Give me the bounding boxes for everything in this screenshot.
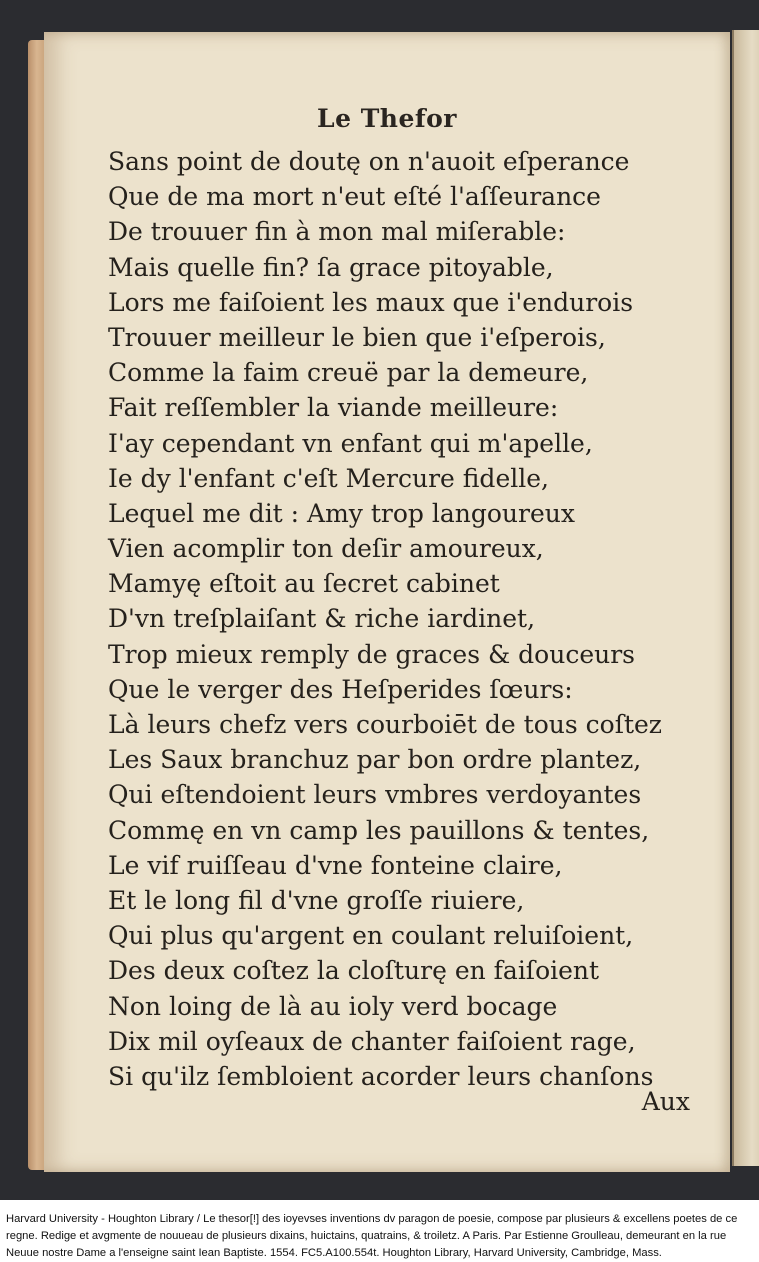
- poem-line: Le vif ruiſſeau d'vne fonteine claire,: [108, 850, 563, 880]
- poem-line: Vien acomplir ton deſir amoureux,: [108, 534, 544, 564]
- poem-line: Mais quelle fin? ſa grace pitoyable,: [108, 252, 554, 282]
- poem-line: Les Saux branchuz par bon ordre plantez,: [108, 745, 642, 775]
- poem-line: Lequel me dit : Amy trop langoureux: [108, 498, 575, 528]
- poem-line: D'vn treſplaiſant & riche iardinet,: [108, 604, 536, 634]
- poem-line: Trouuer meilleur le bien que i'eſperois,: [108, 322, 606, 352]
- catchword: Aux: [641, 1087, 690, 1116]
- poem-line: Dix mil oyſeaux de chanter faiſoient rage,: [108, 1026, 636, 1056]
- poem-line: Sans point de doutę on n'auoit eſperance: [108, 147, 630, 176]
- poem-line: Mamyę eſtoit au ſecret cabinet: [108, 569, 500, 599]
- poem-line: Lors me faiſoient les maux que i'endurois: [108, 287, 634, 317]
- poem-line: Que de ma mort n'eut eſté l'aſſeurance: [108, 182, 601, 212]
- facing-page-edge: [732, 30, 759, 1166]
- poem-line: Qui eſtendoient leurs vmbres verdoyantes: [108, 780, 642, 810]
- poem-line: I'ay cependant vn enfant qui m'apelle,: [108, 428, 593, 458]
- poem-line: Comme la faim creuë par la demeure,: [108, 358, 589, 388]
- book-page: [44, 32, 730, 1172]
- poem-line: Fait reſſembler la viande meilleure:: [108, 393, 559, 423]
- poem-line: Des deux coſtez la cloſturę en faiſoient: [108, 956, 600, 986]
- poem-line: Commę en vn camp les pauillons & tentes,: [108, 815, 650, 845]
- poem-line: Ie dy l'enfant c'eſt Mercure fidelle,: [108, 463, 549, 493]
- poem-line: Là leurs chefz vers courboiēt de tous coſtez: [108, 710, 662, 739]
- poem-line: Et le long fil d'vne groſſe riuiere,: [108, 885, 525, 915]
- poem-line: Que le verger des Heſperides ſœurs:: [108, 674, 573, 704]
- image-caption: Harvard University - Houghton Library / Le thesor[!] des ioyevses inventions dv paragon de poesie, compose par plusieurs & excellens poetes de ce regne. Redige et avgmente de nouueau de plusieurs dixains, huictains, quatrains, & troiletz. A Paris. Par Estienne Groulleau, demeurant en la rue Neuue nostre Dame a l'enseigne saint Iean Baptiste. 1554. FC5.A100.554t. Houghton Library, Harvard University, Cambridge, Mass.: [6, 1213, 738, 1259]
- poem-line: Non loing de là au ioly verd bocage: [108, 991, 558, 1021]
- poem-line: Qui plus qu'argent en coulant reluiſoient,: [108, 921, 634, 951]
- running-head: Le Thefor: [317, 104, 457, 133]
- poem-line: De trouuer fin à mon mal miſerable:: [108, 217, 566, 247]
- poem-text: [108, 144, 728, 1094]
- poem-line: Si qu'ilz ſembloient acorder leurs chanſons: [108, 1061, 654, 1091]
- poem-line: Trop mieux remply de graces & douceurs: [108, 639, 636, 669]
